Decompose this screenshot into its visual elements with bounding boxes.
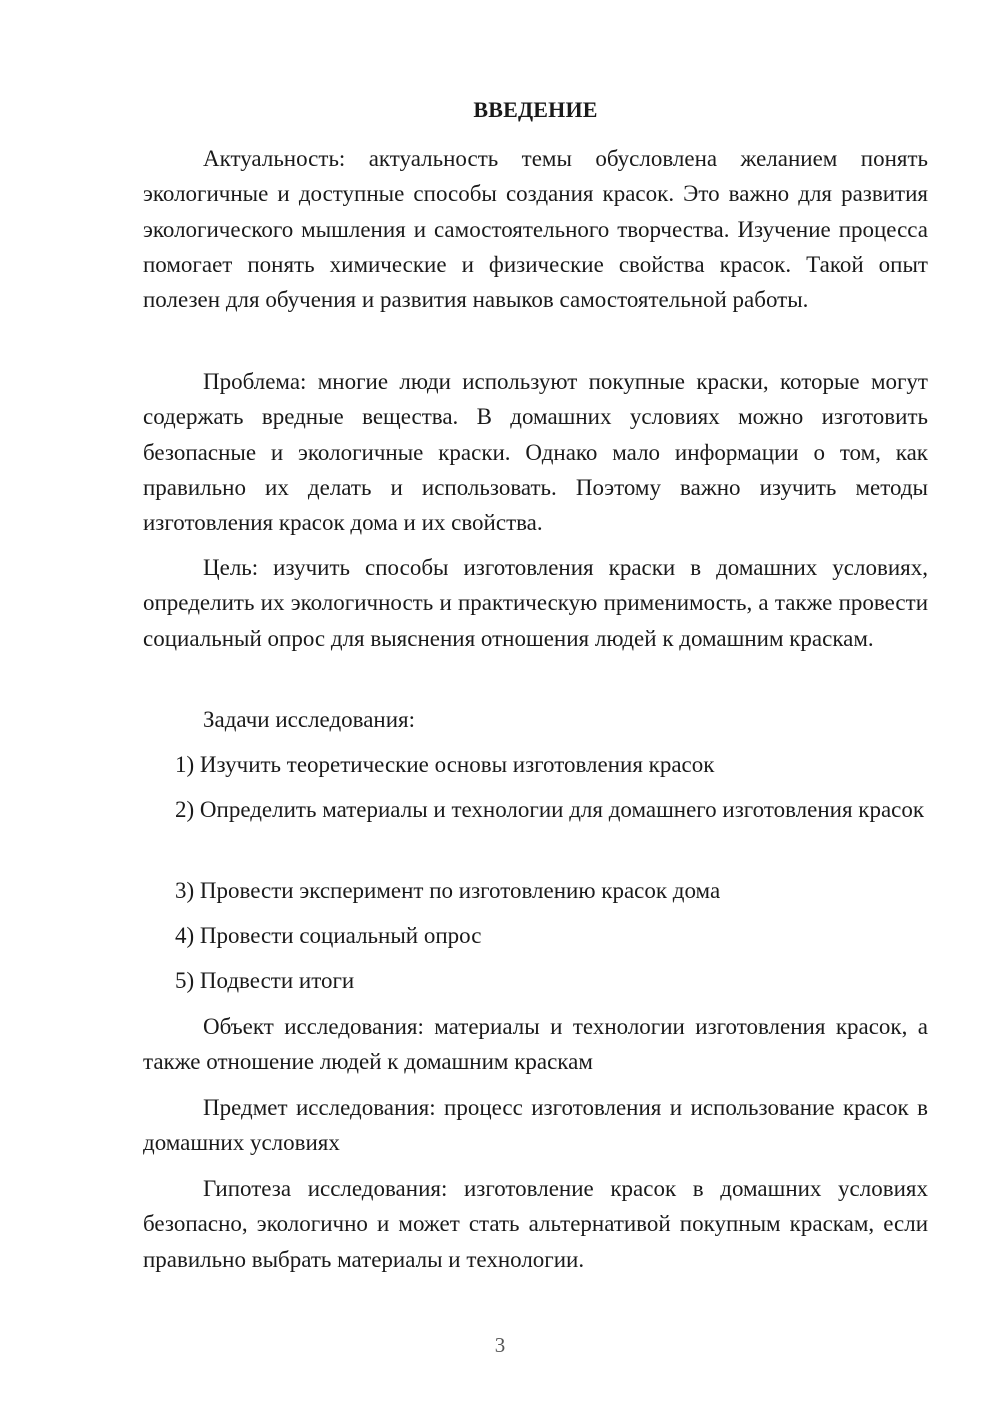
page-number: 3: [494, 1333, 506, 1357]
goal-block: [143, 550, 928, 656]
object-paragraph: Объект исследования: материалы и технологии изготовления красок, а также отношение людей к домашним краскам: [143, 1014, 928, 1075]
relevance-paragraph: Актуальность: актуальность темы обусловлена желанием понять экологичные и доступные способы создания красок. Это важно для развития экологического мышления и самостоятельного творчества. Изучение процесса помогает понять химические и физические свойства красок. Такой опыт полезен для обучения и развития навыков самостоятельной работы.: [143, 146, 928, 313]
goal-paragraph: Цель: изучить способы изготовления краски в домашних условиях, определить их экологичность и практическую применимость, а также провести социальный опрос для выяснения отношения людей к домашним краскам.: [143, 555, 928, 651]
tasks-list-3: [143, 873, 928, 908]
object-block: [143, 1009, 928, 1080]
task-item-5: 5) Подвести итоги: [175, 968, 355, 993]
task-item-3: 3) Провести эксперимент по изготовлению красок дома: [175, 878, 721, 903]
problem-block: [143, 364, 928, 540]
task-item-1: 1) Изучить теоретические основы изготовления красок: [175, 752, 715, 777]
task-item-2: 2) Определить материалы и технологии для домашнего изготовления красок: [175, 797, 925, 822]
hypothesis-paragraph: Гипотеза исследования: изготовление красок в домашних условиях безопасно, экологично и может стать альтернативой покупным краскам, если правильно выбрать материалы и технологии.: [143, 1176, 928, 1272]
section-heading: ВВЕДЕНИЕ: [473, 97, 598, 122]
tasks-list: [143, 747, 928, 782]
subject-block: [143, 1090, 928, 1161]
relevance-block: [143, 141, 928, 317]
problem-paragraph: Проблема: многие люди используют покупные краски, которые могут содержать вредные вещества. В домашних условиях можно изготовить безопасные и экологичные краски. Однако мало информации о том, как правильно их делать и использовать. Поэтому важно изучить методы изготовления красок дома и их свойства.: [143, 369, 928, 536]
tasks-list-5: [143, 963, 928, 998]
tasks-list-2: [143, 792, 928, 827]
tasks-list-4: [143, 918, 928, 953]
hypothesis-block: [143, 1171, 928, 1277]
tasks-heading-block: [143, 702, 928, 737]
task-item-4: 4) Провести социальный опрос: [175, 923, 482, 948]
subject-paragraph: Предмет исследования: процесс изготовления и использование красок в домашних условиях: [143, 1095, 928, 1156]
tasks-heading: Задачи исследования:: [203, 707, 416, 732]
